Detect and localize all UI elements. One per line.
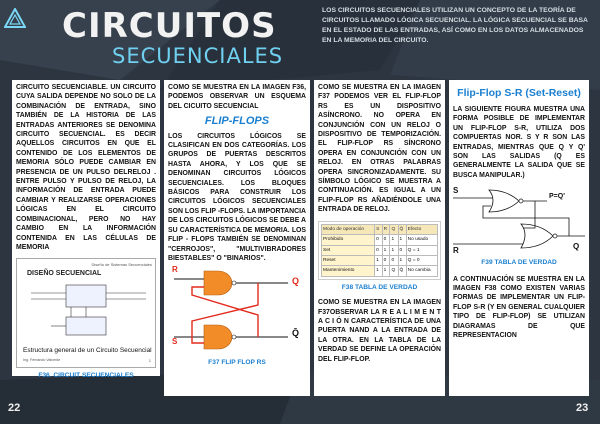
- table-cell: Set: [322, 245, 375, 255]
- figure-caption-f37: F37 FLIP FLOP RS: [208, 359, 266, 367]
- column-4: [449, 80, 589, 396]
- nor-latch-figure: [453, 186, 585, 256]
- col4-paragraph-1: LA SIGUIENTE FIGURA MUESTRA UNA FORMA POSIBLE DE IMPLEMENTAR UN FLIP-FLOP S-R, UTILIZA DOS COMPUERTAS NOR. S Y R SON LAS ENTRADAS, MIENTRAS QUE Q Y Q' SON LAS SALIDAS (Q ES GENERALMENTE LA SALIDA QUE SE BUSCA MANIPULAR.): [453, 106, 585, 179]
- table-header: R: [382, 224, 390, 234]
- figure-topbar: Diseño de Sistemas Secuenciales: [91, 262, 152, 268]
- col2-paragraph-2: LOS CIRCUITOS LÓGICOS SE CLASIFICAN EN DOS CATEGORÍAS. LOS GRUPOS DE PUERTAS DESCRITOS HASTA AHORA, Y LOS QUE SE DENOMINAN CIRCUITOS LÓGICOS SECUENCIALES. LOS BLOQUES BÁSICOS PARA CONSTRUIR LOS CIRCUITOS LÓGICOS SECUENCIALES SON LOS FLIP -FLOPS. LA IMPORTANCIA DE LOS CIRCUITOS LÓGICOS SE DEBE A SU CARACTERÍSTICA DE MEMORIA. LOS FLIP - FLOPS TAMBIÉN SE DENOMINAN "CERROJOS", "MULTIVIBRADORES BIESTABLES" O "BINARIOS".: [168, 132, 306, 262]
- table-cell: Q̄: [398, 266, 406, 276]
- table-cell: 0: [390, 255, 398, 265]
- figure-author: Ing. Fernando Valverde: [23, 357, 61, 362]
- figure-caption-f38: F38 TABLA DE VERDAD: [341, 283, 418, 291]
- col2-paragraph-1: COMO SE MUESTRA EN LA IMAGEN F36, PODEMOS OBSERVAR UN ESQUEMA DEL CICUITO SECUENCIAL: [168, 84, 306, 110]
- table-cell: 0: [382, 235, 390, 245]
- nor-label-p: P=Q': [549, 193, 565, 201]
- page-subtitle: SECUENCIALES: [112, 44, 284, 68]
- table-header: Q̄: [398, 224, 406, 234]
- rs-latch-figure: [168, 265, 306, 357]
- page-header: [0, 0, 600, 78]
- nor-label-q: Q: [573, 242, 580, 252]
- truth-table-figure: [318, 221, 441, 280]
- col4-paragraph-2: A CONTINUACIÓN SE MUESTRA EN LA IMAGEN F38 COMO EXISTEN VARIAS FORMAS DE IMPLEMENTAR UN FLIP-FLOP S-R (Y EN GENERAL CUALQUIER TIPO DE FLIP-FLOP) SE UTILIZAN DIAGRAMAS DE QUE REPRESENTACION: [453, 275, 585, 340]
- truth-table: [321, 224, 438, 277]
- figure-footer: Estructura general de un Circuito Secuencial: [23, 346, 152, 354]
- table-cell: 1: [382, 266, 390, 276]
- page-title: CIRCUITOS: [62, 6, 277, 46]
- column-2: [164, 80, 310, 396]
- nor-label-r: R: [453, 246, 459, 256]
- latch-label-q: Q: [292, 276, 300, 287]
- flip-flop-sr-heading: Flip-Flop S-R (Set-Reset): [457, 87, 581, 99]
- table-cell: 1: [390, 235, 398, 245]
- table-cell: 1: [375, 266, 382, 276]
- latch-label-r: R: [172, 265, 178, 275]
- table-row: [322, 245, 438, 255]
- triangle-logo-icon: [4, 8, 26, 28]
- page-number-left: 22: [8, 402, 21, 414]
- table-cell: 1: [398, 235, 406, 245]
- table-cell: Q: [390, 266, 398, 276]
- latch-label-s: S: [172, 337, 178, 347]
- table-cell: 1: [398, 255, 406, 265]
- table-cell: Mantenimiento: [322, 266, 375, 276]
- col3-paragraph-1: COMO SE MUESTRA EN LA IMAGEN F37 PODEMOS VER EL FLIP-FLOP RS ES UN DISPOSITIVO ASÍNCRONO. NO OPERA EN CONJUNCIÓN CON UN RELOJ O DISPOSITIVO DE TEMPORIZACIÓN. EL FLIP-FLOP RS SÍNCRONO OPERA EN CONJUNCIÓN CON UN RELOJ. EN OTRAS PALABRAS OPERA SINCRONIZADAMENTE. SU SÍMBOLO LÓGICO SE MUESTRA A CONTINUACIÓN. ES IGUAL A UN FLIP-FLOP RS AÑADIÉNDOLE UNA ENTRADA DE RELOJ.: [318, 84, 441, 214]
- table-cell: No cambia: [406, 266, 437, 276]
- table-cell: Prohibido: [322, 235, 375, 245]
- table-header: S: [375, 224, 382, 234]
- table-row: [322, 255, 438, 265]
- table-cell: 0: [375, 245, 382, 255]
- col3-paragraph-2: COMO SE MUESTRA EN LA IMAGEN F37OBSERVAR LA R E A L I M E N T A C I Ó N CARACTERÍSTICA DE UNA PUERTA NAND A LA ENTRADA DE LA OTRA. EN LA TABLA DE LA VERDAD SE DEFINE LA OPERACIÓN DEL FLIP-FLOP.: [318, 299, 441, 363]
- sequential-block-diagram: [21, 279, 159, 341]
- latch-label-qbar: Q̄: [292, 328, 300, 339]
- intro-text: LOS CIRCUITOS SECUENCIALES UTILIZAN UN CONCEPTO DE LA TEORÍA DE CIRCUITOS LLAMADO LÓGICA SECUENCIAL. LA LÓGICA SECUENCIAL SE BASA EN EL ESTADO DE LAS ENTRADAS, ASÍ COMO EN LOS DATOS ALMACENADOS EN LA MEMORIA DEL CIRCUITO.: [322, 7, 588, 44]
- col1-paragraph: CIRCUITO SECUENCIABLE. UN CIRCUITO CUYA SALIDA DEPENDE NO SOLO DE LA COMBINACIÓN DE ENTRADA, SINO TAMBIÉN DE LA HISTORIA DE LAS ENTRADAS ANTERIORES SE DENOMINA CIRCUITO SECUENCIAL. ES DECIR AQUELLOS CIRCUITOS EN QUE EL CONTENIDO DE LOS ELEMENTOS DE MEMORIA SÓLO PUEDE CAMBIAR EN PRESENCIA DE UN PULSO DELRELOJ . ENTRE PULSO Y PULSO DE RELOJ, LA INFORMACIÓN DE ENTRADA PUEDE CAMBIAR Y REALIZARSE OPERACIONES LÓGICAS EN EL CIRCUITO COMBINACIONAL, PERO NO HAY CAMBIO EN LA INFORMACIÓN CONTENIDA EN LAS CÉLULAS DE MEMORIA: [16, 84, 156, 251]
- table-cell: 0: [382, 255, 390, 265]
- figure-caption-f39: F39 TABLA DE VERDAD: [481, 259, 557, 267]
- table-cell: Q = 1: [406, 245, 437, 255]
- figure-heading: DISEÑO SECUENCIAL: [27, 270, 102, 278]
- table-cell: 0: [375, 235, 382, 245]
- page-number-right: 23: [576, 402, 589, 414]
- rs-latch-diagram: [168, 265, 306, 351]
- table-cell: Reset: [322, 255, 375, 265]
- table-cell: 0: [398, 245, 406, 255]
- table-cell: 1: [382, 245, 390, 255]
- table-header: Modo de operación: [322, 224, 375, 234]
- table-cell: No usado: [406, 235, 437, 245]
- flip-flops-heading: FLIP-FLOPS: [204, 115, 270, 128]
- table-header: Q: [390, 224, 398, 234]
- table-cell: 1: [375, 255, 382, 265]
- nor-label-s: S: [453, 186, 459, 196]
- sequential-diagram-figure: [16, 258, 156, 368]
- table-cell: 1: [390, 245, 398, 255]
- column-3: [314, 80, 445, 396]
- table-row: [322, 266, 438, 276]
- figure-page: 1: [148, 357, 151, 363]
- table-header: Efecto: [406, 224, 437, 234]
- table-row: [322, 235, 438, 245]
- nor-latch-diagram: [453, 186, 585, 256]
- table-cell: Q = 0: [406, 255, 437, 265]
- figure-caption-f36: F36. CIRCUIT SECUENCIALES: [38, 372, 134, 380]
- column-1: [12, 80, 160, 380]
